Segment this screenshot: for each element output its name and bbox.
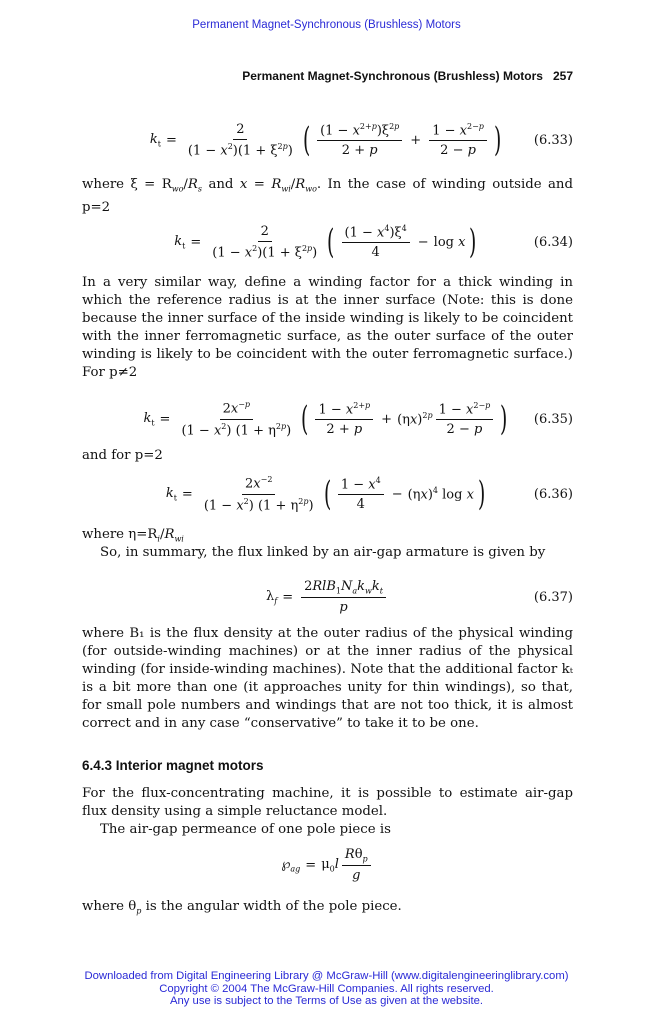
running-head xyxy=(242,69,573,83)
equation-6-37: $\lambda_f$ = $\frac{2RlB_1N_ak_wk_t}{p}$ (6.37) xyxy=(265,578,573,616)
download-footer xyxy=(0,970,653,1008)
page-number: 257 xyxy=(552,69,573,83)
paragraph-theta-definition: where $\theta_p$ is the angular width of the pole piece. xyxy=(82,899,402,916)
paragraph-summary: So, in summary, the flux linked by an air-gap armature is given by xyxy=(100,545,546,560)
equation-number: (6.36) xyxy=(533,486,573,502)
paragraph-thick-winding: In a very similar way, define a winding factor for a thick winding in which the reference radius is at the inner surface (Note: this is done because the inner surface of the inside winding is likely to be coincident with the inner ferromagnetic surface, as the outer surface of the outer winding is likely to be coincident with the outer ferromagnetic surface.) For p≠2 xyxy=(82,275,573,380)
equation-number: (6.35) xyxy=(533,411,573,427)
equation-6-35: $k_t$ = $\frac{2x^{-p}}{(1 - x^2) (1 + \eta^{2p})}$ ( $\frac{1 - x^{2+p}}{2 + p}$ + $(\eta x)^{2p}$ $\frac{1 - x^{2-p}}{2 - p}$ ) (6.35) xyxy=(143,399,573,439)
equation-permeance: $℘_{ag}$ = $\mu_0l$ $\frac{R\theta_p}{g}$ xyxy=(82,842,573,888)
running-head-title: Permanent Magnet-Synchronous (Brushless) Motors xyxy=(242,69,543,83)
equation-number: (6.34) xyxy=(533,234,573,250)
paragraph-permeance-intro: The air-gap permeance of one pole piece is xyxy=(100,822,391,837)
paragraph-b1-definition: where B₁ is the flux density at the outer radius of the physical winding (for outside-winding machines) or at the inner radius of the physical winding (for inside-winding machines). Note that the additional factor kₜ is a bit more than one (it approaches unity for thin windings), so that, for small pole numbers and windings that are not too thick, it is almost correct and in any case “conservative” to take it to be one. xyxy=(82,626,573,731)
footer-line-terms[interactable]: Any use is subject to the Terms of Use as given at the website. xyxy=(169,995,484,1007)
paragraph-xi-definition: where $\xi = R_{wo}/R_s$ and $x = R_{wi}/R_{wo}$. In the case of winding outside and p=2 xyxy=(82,177,573,215)
paragraph-eta-definition: where $\eta=R_i/R_{wi}$ xyxy=(82,527,184,544)
paragraph-flux-concentrating: For the flux-concentrating machine, it is possible to estimate air-gap flux density using a simple reluctance model. xyxy=(82,786,573,819)
download-banner-title: Permanent Magnet-Synchronous (Brushless) Motors xyxy=(192,19,461,31)
equation-6-33: $k_t$ = $\frac{2}{(1 - x^2)(1 + \xi^{2p})}$ ( $\frac{(1 - x^{2+p})\xi^{2p}}{2 + p}$ + $\frac{1 - x^{2-p}}{2 - p}$ ) (6.33) xyxy=(149,120,573,160)
footer-line-download[interactable]: Downloaded from Digital Engineering Library @ McGraw-Hill (www.digitalengineeringlibrary.com) xyxy=(84,970,569,982)
footer-line-copyright: Copyright © 2004 The McGraw-Hill Companies. All rights reserved. xyxy=(159,982,494,995)
equation-6-36: $k_t$ = $\frac{2x^{-2}}{(1 - x^2) (1 + \eta^{2p})}$ ( $\frac{1 - x^4}{4}$ − $(\eta x)^4$ log x ) (6.36) xyxy=(165,474,573,514)
equation-6-34: $k_t$ = $\frac{2}{(1 - x^2)(1 + \xi^{2p})}$ ( $\frac{(1 - x^4)\xi^4}{4}$ − log x ) (6.34) xyxy=(174,222,573,262)
section-heading: 6.4.3 Interior magnet motors xyxy=(82,758,264,773)
equation-number: (6.33) xyxy=(533,132,573,148)
equation-number: (6.37) xyxy=(533,589,573,605)
paragraph-and-for-p2: and for p=2 xyxy=(82,448,163,463)
